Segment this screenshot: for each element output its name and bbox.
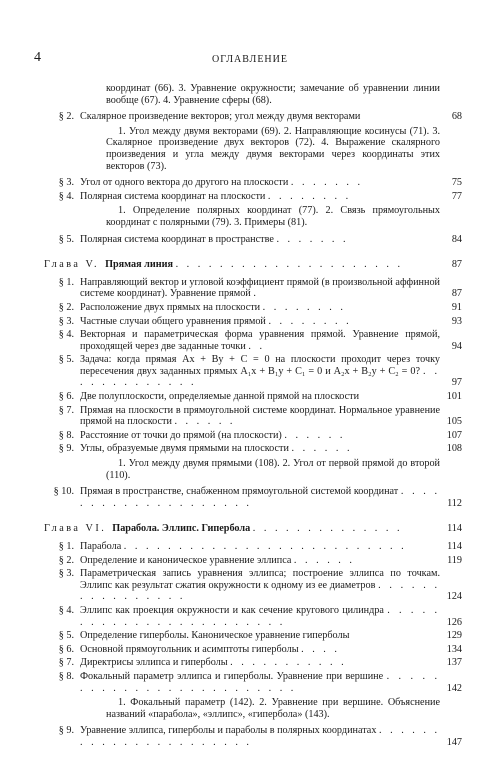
page-ref: 77 — [451, 190, 462, 202]
toc-entry — [44, 191, 462, 203]
page-ref: 137 — [446, 657, 462, 669]
toc-entry — [44, 605, 462, 628]
page-ref: 114 — [447, 541, 462, 552]
dot-leader: . . . . . . — [291, 443, 353, 455]
table-of-contents — [44, 80, 462, 751]
chapter-heading — [44, 523, 462, 535]
section-number: § 3. — [58, 177, 74, 189]
section-number: § 6. — [58, 391, 74, 403]
section-title: Уравнение эллипса, гиперболы и параболы в полярных координатах — [80, 725, 377, 737]
toc-entry — [44, 354, 462, 389]
section-title: Полярная система координат в пространстве — [80, 233, 274, 245]
section-number: § 7. — [58, 404, 74, 416]
section-number: § 4. — [58, 604, 74, 616]
page-ref: 108 — [446, 443, 462, 455]
page-ref: 87 — [451, 259, 462, 271]
section-number: § 10. — [53, 486, 74, 498]
section-number: § 3. — [58, 568, 74, 580]
chapter-heading — [44, 259, 462, 271]
section-number: § 9. — [58, 725, 74, 737]
dot-leader: . . . . . . . . . . . . . — [80, 365, 441, 389]
section-title: Углы, образуемые двумя прямыми на плоскости — [80, 443, 289, 455]
section-title: Две полуплоскости, определяемые данной прямой на плоскости — [80, 391, 360, 403]
page-ref: 101 — [446, 391, 462, 403]
toc-entry — [44, 177, 462, 189]
dot-leader: . . . . . . . . . . . . . . . . . . . . . . . . . . — [123, 541, 407, 552]
section-title: Частные случаи общего уравнения прямой — [80, 315, 266, 327]
toc-entry — [44, 302, 462, 314]
toc-subentries: координат (66). 3. Уравнение окружности; замечание об уравнении линии вообще (67). 4. Уравнение сферы (68). — [106, 83, 440, 106]
toc-entry — [44, 234, 462, 246]
page-ref: 97 — [451, 377, 462, 389]
section-number: § 4. — [58, 190, 74, 202]
section-title: Определение и каноническое уравнение эллипса — [80, 554, 292, 566]
section-number: § 2. — [58, 111, 74, 123]
chapter-title: Парабола. Эллипс. Гипербола — [112, 523, 251, 535]
toc-entry — [44, 555, 462, 567]
page-ref: 75 — [451, 177, 462, 189]
section-title: Задача: когда прямая Ax + By + C = 0 на плоскости проходит через точку пересечения двух заданных прямых A₁x + B₁y + C₁ = 0 и A₂x + B₂y + C₂ = 0? — [80, 354, 440, 377]
section-title: Директрисы эллипса и гиперболы — [80, 657, 228, 669]
page-ref: 142 — [446, 682, 462, 694]
section-number: § 9. — [58, 443, 74, 455]
page-ref: 114 — [447, 523, 462, 535]
section-number: § 6. — [58, 643, 74, 655]
chapter-title: Прямая линия — [105, 259, 174, 271]
section-number: § 8. — [58, 429, 74, 441]
toc-entry — [44, 725, 462, 748]
toc-entry — [44, 316, 462, 328]
section-number: § 1. — [58, 541, 74, 552]
chapter-label: Глава V. — [44, 259, 100, 271]
section-title: Направляющий вектор и угловой коэффициент прямой (в произвольной аффинной системе координат). Уравнение прямой — [80, 276, 440, 300]
section-title: Скалярное произведение векторов; угол между двумя векторами — [80, 111, 361, 123]
toc-entry — [44, 630, 462, 642]
toc-entry — [44, 277, 462, 300]
page-ref: 126 — [446, 616, 462, 628]
toc-subentries: 1. Угол между двумя прямыми (108). 2. Угол от первой прямой до второй (110). — [106, 458, 440, 481]
dot-leader: . . . . . . . — [290, 177, 363, 189]
section-title: Расстояние от точки до прямой (на плоскости) — [80, 429, 282, 441]
section-title: Прямая в пространстве, снабженном прямоугольной системой координат — [80, 486, 399, 498]
section-title: Параметрическая запись уравнения эллипса; построение эллипса по точкам. Эллипс как результат сжатия окружности к одному из ее диаметров — [80, 568, 440, 591]
section-title: Фокальный параметр эллипса и гиперболы. Уравнение при вершине — [80, 670, 384, 682]
section-title: Основной прямоугольник и асимптоты гиперболы — [80, 643, 299, 655]
toc-subentries: 1. Угол между двумя векторами (69). 2. Направляющие косинусы (71). 3. Скалярное произведение двух векторов (72). 4. Выражение скалярного произведения и угла между двумя векторами через координаты этих векторов (73). — [106, 125, 440, 172]
dot-leader: . . . . . . . . . . . . . . . . . . . . . . . . — [80, 604, 441, 628]
page-ref: 129 — [446, 630, 462, 642]
toc-entry — [44, 671, 462, 694]
section-number: § 7. — [58, 657, 74, 669]
chapter-label: Глава VI. — [44, 523, 107, 535]
page-ref: 134 — [446, 643, 462, 655]
section-title: Расположение двух прямых на плоскости — [80, 301, 261, 313]
dot-leader: . . . . . . . . . . . — [230, 657, 347, 669]
dot-leader: . — [253, 288, 259, 300]
section-number: § 2. — [58, 301, 74, 313]
page-ref: 91 — [451, 301, 462, 313]
toc-entry — [44, 486, 462, 509]
dot-leader: . . . . . . . . . . . . . . . . . . . . . . . . . — [80, 670, 441, 694]
page-ref: 107 — [446, 429, 462, 441]
dot-leader: . . . . . . — [174, 416, 236, 428]
page-ref: 68 — [451, 111, 462, 123]
toc-entry — [44, 541, 462, 553]
section-title: Полярная система координат на плоскости — [80, 190, 266, 202]
toc-subentries: 1. Определение полярных координат (77). 2. Связь прямоугольных координат с полярными (79). 3. Примеры (81). — [106, 205, 440, 228]
section-number: § 8. — [58, 670, 74, 682]
section-number: § 5. — [58, 354, 74, 366]
section-title: Векторная и параметрическая форма уравнения прямой. Уравнение прямой, проходящей через две заданные точки — [80, 329, 440, 352]
toc-entry — [44, 111, 462, 123]
dot-leader: . . . . . . . . — [267, 190, 352, 202]
dot-leader: . . . . . . . . — [268, 315, 352, 327]
toc-entry — [44, 568, 462, 603]
dot-leader: . . . . . . . — [276, 233, 349, 245]
page-ref: 112 — [447, 497, 462, 509]
toc-entry — [44, 391, 462, 403]
section-title: Эллипс как проекция окружности и как сечение кругового цилиндра — [80, 604, 384, 616]
dot-leader: . . . . . . . . . . . . . . — [252, 523, 403, 535]
section-title: Угол от одного вектора до другого на плоскости — [80, 177, 289, 189]
page-ref: 105 — [446, 416, 462, 428]
section-number: § 3. — [58, 315, 74, 327]
page-ref: 119 — [447, 554, 462, 566]
page-ref: 124 — [446, 591, 462, 603]
page-ref: 147 — [446, 736, 462, 748]
toc-subentries: 1. Фокальный параметр (142). 2. Уравнение при вершине. Объяснение названий «парабола», «эллипс», «гипербола» (143). — [106, 697, 440, 720]
dot-leader: . . . . . . . . . . . . . . . . — [80, 579, 441, 603]
dot-leader: . . . . — [301, 643, 340, 655]
page-number: 4 — [34, 50, 41, 65]
section-number: § 5. — [58, 630, 74, 642]
toc-entry — [44, 430, 462, 442]
dot-leader: . . . . . . — [284, 429, 346, 441]
section-number: § 4. — [58, 329, 74, 341]
dot-leader: . . . . . . . . . . . . . . . . . . . . . . — [80, 725, 441, 748]
toc-entry — [44, 405, 462, 428]
page-ref: 94 — [451, 340, 462, 352]
dot-leader: . . . . . . . . — [262, 301, 346, 313]
section-title: Определение гиперболы. Каноническое уравнение гиперболы — [80, 630, 350, 642]
section-number: § 1. — [58, 276, 74, 288]
dot-leader: . . . . . . — [293, 554, 355, 566]
section-number: § 2. — [58, 554, 74, 566]
dot-leader: . . . . . . . . . . . . . . . . . . . . — [80, 486, 440, 509]
section-number: § 5. — [58, 233, 74, 245]
page-ref: 84 — [451, 233, 462, 245]
toc-entry — [44, 443, 462, 455]
running-head: ОГЛАВЛЕНИЕ — [212, 54, 288, 65]
section-title: Прямая на плоскости в прямоугольной системе координат. Нормальное уравнение прямой на плоскости — [80, 404, 440, 428]
page-ref: 87 — [451, 288, 462, 300]
toc-entry — [44, 329, 462, 352]
toc-entry — [44, 644, 462, 656]
page-ref: 93 — [451, 315, 462, 327]
dot-leader: . . — [248, 340, 266, 352]
dot-leader: . . . . . . . . . . . . . . . . . . . . . — [175, 259, 403, 271]
section-title: Парабола — [80, 541, 122, 552]
toc-entry — [44, 657, 462, 669]
